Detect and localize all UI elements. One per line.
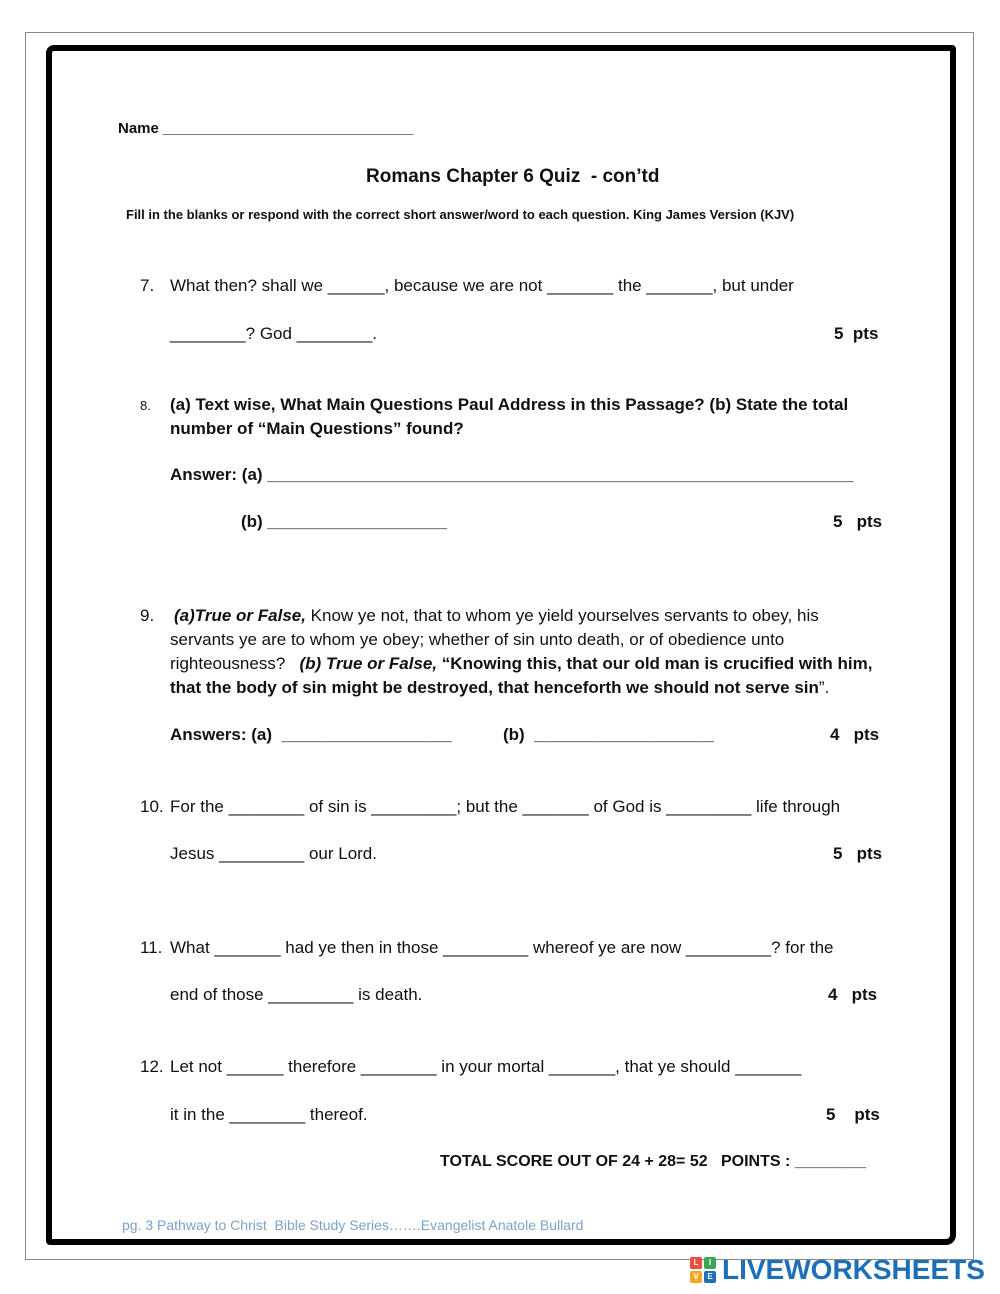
question-10-points: 5 pts bbox=[833, 844, 883, 863]
question-10-line2[interactable]: Jesus _________ our Lord. bbox=[170, 844, 377, 863]
question-9-points: 4 pts bbox=[830, 725, 880, 744]
liveworksheets-wordmark: LIVEWORKSHEETS bbox=[722, 1254, 985, 1285]
quiz-title: Romans Chapter 6 Quiz - con’td bbox=[366, 166, 660, 187]
question-11-line1[interactable]: What _______ had ye then in those _________ whereof ye are now _________? for the bbox=[170, 938, 834, 957]
question-9-part-b-label: (b) True or False, bbox=[299, 654, 438, 673]
name-blank[interactable]: ______________________________ bbox=[163, 120, 414, 137]
name-label: Name ______________________________ bbox=[118, 120, 414, 137]
page-footer: pg. 3 Pathway to Christ Bible Study Series…….Evangelist Anatole Bullard bbox=[122, 1217, 584, 1233]
question-9-line1: (a)True or False, Know ye not, that to whom ye yield yourselves servants to obey, his bbox=[174, 606, 819, 625]
question-12-line2[interactable]: it in the ________ thereof. bbox=[170, 1105, 368, 1124]
liveworksheets-logo bbox=[690, 1254, 985, 1286]
question-9-line2: servants ye are to whom ye obey; whether of sin unto death, or of obedience unto bbox=[170, 630, 785, 649]
question-8-number: 8. bbox=[140, 398, 151, 413]
question-12-number: 12. bbox=[140, 1057, 164, 1076]
question-10-number: 10. bbox=[140, 797, 164, 816]
instructions: Fill in the blanks or respond with the correct short answer/word to each question. King James Version (KJV) bbox=[126, 207, 795, 222]
question-8-answer-b[interactable]: (b) ___________________ bbox=[241, 512, 448, 531]
total-score[interactable]: TOTAL SCORE OUT OF 24 + 28= 52 POINTS : ________ bbox=[440, 1153, 866, 1170]
question-7-points: 5 pts bbox=[834, 324, 879, 343]
question-12-line1[interactable]: Let not ______ therefore ________ in your mortal _______, that ye should _______ bbox=[170, 1057, 802, 1076]
question-9-line4: that the body of sin might be destroyed, that henceforth we should not serve sin”. bbox=[170, 678, 830, 697]
question-9-number: 9. bbox=[140, 606, 155, 625]
question-10-line1[interactable]: For the ________ of sin is _________; but the _______ of God is _________ life through bbox=[170, 797, 841, 816]
question-9-part-a-label: (a)True or False, bbox=[174, 606, 306, 625]
question-9-line3: righteousness? (b) True or False, “Knowing this, that our old man is crucified with him, bbox=[170, 654, 873, 673]
liveworksheets-icon: L I V E bbox=[690, 1257, 716, 1283]
question-9-answer-b[interactable]: (b) ___________________ bbox=[503, 725, 714, 744]
question-7-number: 7. bbox=[140, 276, 155, 295]
question-8-line2: number of “Main Questions” found? bbox=[170, 419, 464, 438]
question-8-answer-a[interactable]: Answer: (a) ______________________________________________________________ bbox=[170, 465, 854, 484]
question-7-line1[interactable]: What then? shall we ______, because we are not _______ the _______, but under bbox=[170, 276, 794, 295]
question-8-points: 5 pts bbox=[833, 512, 883, 531]
question-8-line1: (a) Text wise, What Main Questions Paul Address in this Passage? (b) State the total bbox=[170, 395, 849, 414]
question-11-line2[interactable]: end of those _________ is death. bbox=[170, 985, 423, 1004]
question-9-answer-a[interactable]: Answers: (a) __________________ bbox=[170, 725, 452, 744]
question-11-number: 11. bbox=[140, 938, 163, 957]
question-7-line2[interactable]: ________? God ________. bbox=[170, 324, 378, 343]
question-12-points: 5 pts bbox=[826, 1105, 880, 1124]
question-11-points: 4 pts bbox=[828, 985, 878, 1004]
